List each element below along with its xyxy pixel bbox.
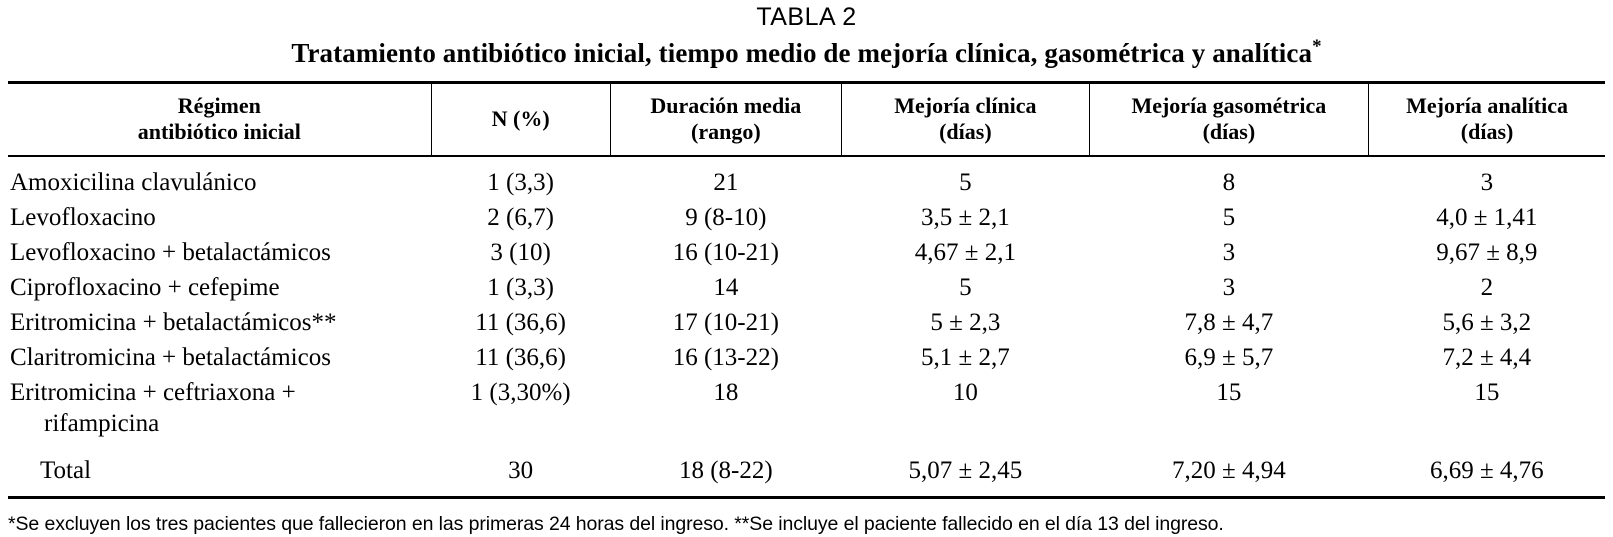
- cell-n: 1 (3,3): [487, 169, 554, 197]
- column-header-n-line1: N (%): [491, 105, 550, 131]
- column-header-clinica-line2: (días): [939, 118, 992, 144]
- table-row: [8, 235, 1605, 270]
- cell-duracion: 17 (10-21): [672, 309, 779, 337]
- cell-clinica: 3,5 ± 2,1: [921, 204, 1010, 232]
- cell-duracion: 16 (10-21): [672, 239, 779, 267]
- cell-total-analitica: 6,69 ± 4,76: [1429, 457, 1544, 485]
- table-row: [8, 156, 1605, 200]
- column-header-regimen-line1: Régimen: [177, 92, 261, 118]
- cell-regimen: Amoxicilina clavulánico: [10, 169, 257, 197]
- cell-regimen: Ciprofloxacino + cefepime: [10, 274, 280, 302]
- cell-total-n: 30: [508, 457, 534, 485]
- table-bottom-rule: [8, 496, 1605, 499]
- column-header-duracion: [610, 82, 842, 156]
- cell-clinica: 5 ± 2,3: [930, 309, 1001, 337]
- table-body: [8, 156, 1605, 488]
- cell-analitica: 9,67 ± 8,9: [1436, 239, 1538, 267]
- table-head: [8, 82, 1605, 156]
- cell-clinica: 5,1 ± 2,7: [921, 344, 1010, 372]
- cell-clinica: 5: [959, 274, 972, 302]
- cell-analitica: 3: [1480, 169, 1494, 197]
- column-header-mejoria-gasometrica: [1089, 82, 1368, 156]
- column-header-gasometrica-line1: Mejoría gasométrica: [1131, 92, 1327, 118]
- table-title-asterisk: *: [1312, 35, 1322, 57]
- document-page: [0, 3, 1613, 536]
- table-title-text: Tratamiento antibiótico inicial, tiempo medio de mejoría clínica, gasométrica y analítica: [291, 37, 1313, 68]
- column-header-gasometrica-line2: (días): [1202, 118, 1256, 144]
- column-header-clinica-line1: Mejoría clínica: [894, 92, 1037, 118]
- cell-duracion: 21: [713, 169, 739, 197]
- column-header-regimen-line2: antibiótico inicial: [137, 118, 301, 144]
- cell-gasometrica: 5: [1222, 204, 1236, 232]
- cell-regimen: [8, 375, 431, 441]
- cell-analitica: 5,6 ± 3,2: [1442, 309, 1532, 337]
- cell-n: 11 (36,6): [475, 344, 566, 372]
- table-row: [8, 270, 1605, 305]
- cell-duracion: 16 (13-22): [672, 344, 779, 372]
- cell-regimen: Levofloxacino: [10, 204, 156, 232]
- cell-analitica: 2: [1480, 274, 1494, 302]
- cell-gasometrica: 15: [1216, 379, 1242, 407]
- column-header-mejoria-clinica: [842, 82, 1090, 156]
- table-row: [8, 375, 1605, 441]
- column-header-regimen: [8, 82, 431, 156]
- cell-analitica: 7,2 ± 4,4: [1442, 344, 1532, 372]
- cell-clinica: 5: [959, 169, 972, 197]
- cell-gasometrica: 6,9 ± 5,7: [1184, 344, 1274, 372]
- column-header-mejoria-analitica: [1369, 82, 1605, 156]
- cell-regimen: Claritromicina + betalactámicos: [10, 344, 331, 372]
- results-table: [8, 81, 1605, 489]
- table-number: TABLA 2: [756, 3, 857, 31]
- table-header-row: [8, 82, 1605, 156]
- cell-n: 1 (3,30%): [470, 379, 571, 407]
- cell-regimen-line2: rifampicina: [44, 410, 160, 438]
- column-header-duracion-line2: (rango): [691, 118, 761, 144]
- table-title: [8, 35, 1605, 69]
- table-row: [8, 200, 1605, 235]
- cell-duracion: 14: [713, 274, 739, 302]
- cell-gasometrica: 3: [1222, 239, 1236, 267]
- cell-analitica: 4,0 ± 1,41: [1436, 204, 1538, 232]
- cell-gasometrica: 7,8 ± 4,7: [1184, 309, 1274, 337]
- column-header-duracion-line1: Duración media: [650, 92, 802, 118]
- cell-n: 11 (36,6): [475, 309, 566, 337]
- cell-duracion: 9 (8-10): [685, 204, 767, 232]
- column-header-analitica-line1: Mejoría analítica: [1406, 92, 1569, 118]
- cell-clinica: 10: [952, 379, 978, 407]
- column-header-analitica-line2: (días): [1460, 118, 1514, 144]
- column-header-n: [431, 82, 610, 156]
- cell-gasometrica: 3: [1222, 274, 1236, 302]
- cell-total-clinica: 5,07 ± 2,45: [908, 457, 1023, 485]
- cell-clinica: 4,67 ± 2,1: [914, 239, 1016, 267]
- cell-total-label: Total: [40, 457, 92, 485]
- cell-regimen: Eritromicina + betalactámicos**: [10, 309, 337, 337]
- table-row: [8, 305, 1605, 340]
- cell-duracion: 18: [713, 379, 739, 407]
- cell-n: 1 (3,3): [487, 274, 554, 302]
- cell-n: 3 (10): [490, 239, 551, 267]
- cell-total-gasometrica: 7,20 ± 4,94: [1172, 457, 1286, 485]
- cell-regimen: Levofloxacino + betalactámicos: [10, 239, 331, 267]
- table-row-total: [8, 441, 1605, 488]
- table-footnote: *Se excluyen los tres pacientes que fallecieron en las primeras 24 horas del ingreso. **Se incluye el paciente fallecido en el día 13 del ingreso.: [8, 513, 1224, 536]
- cell-n: 2 (6,7): [487, 204, 554, 232]
- cell-total-duracion: 18 (8-22): [678, 457, 773, 485]
- cell-analitica: 15: [1474, 379, 1500, 407]
- cell-regimen-line1: Eritromicina + ceftriaxona +: [10, 379, 296, 407]
- cell-gasometrica: 8: [1222, 169, 1236, 197]
- table-row: [8, 340, 1605, 375]
